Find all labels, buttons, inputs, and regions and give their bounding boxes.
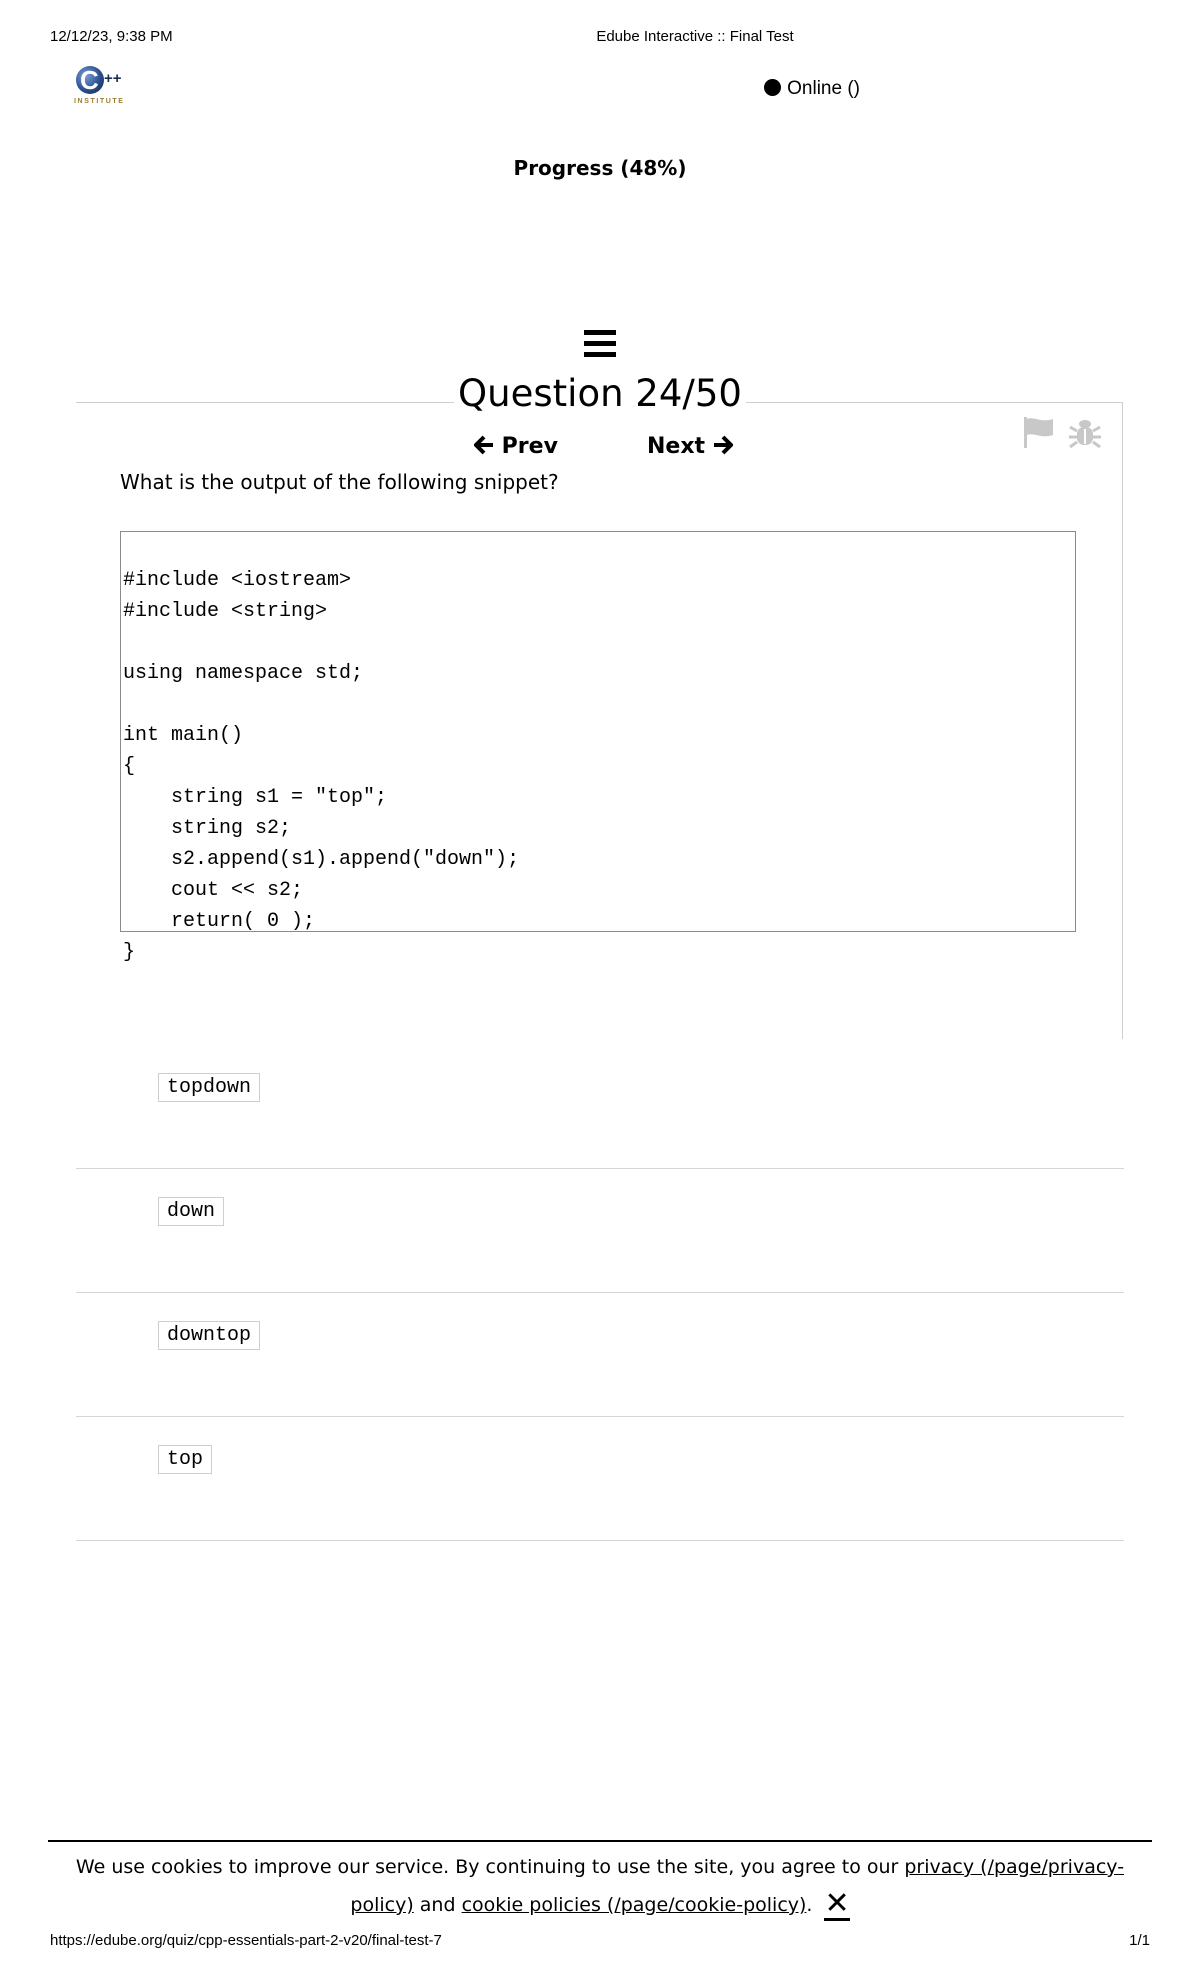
logo-plus-plus: ++ <box>104 70 122 87</box>
cookie-text-end: . <box>806 1894 813 1916</box>
code-line: s2.append(s1).append("down"); <box>123 848 520 871</box>
code-line: using namespace std; <box>123 662 364 685</box>
code-line: int main() <box>123 724 244 747</box>
status-dot-icon <box>764 79 781 96</box>
privacy-policy-link[interactable]: privacy (/page/privacy-policy) <box>350 1856 1125 1916</box>
answer-option[interactable] <box>76 1169 1124 1293</box>
next-label: Next <box>647 434 706 459</box>
answer-option[interactable] <box>76 1293 1124 1417</box>
hamburger-menu-icon[interactable] <box>584 330 616 358</box>
code-line: #include <iostream> <box>123 569 352 592</box>
answer-label: downtop <box>158 1321 260 1350</box>
logo-institute-text: INSTITUTE <box>74 98 125 105</box>
question-prompt: What is the output of the following snippet? <box>120 470 559 494</box>
code-line <box>123 627 1075 658</box>
print-url: https://edube.org/quiz/cpp-essentials-part-2-v20/final-test-7 <box>50 1932 442 1949</box>
cookie-text-and: and <box>413 1894 462 1916</box>
question-title <box>0 370 1200 418</box>
cookie-notice <box>60 1848 1140 1924</box>
cookie-policy-link[interactable]: cookie policies (/page/cookie-policy) <box>461 1894 807 1916</box>
answer-label: top <box>158 1445 212 1474</box>
status-label: Online () <box>787 78 860 99</box>
code-line: } <box>123 941 136 964</box>
code-snippet <box>120 531 1076 964</box>
online-status <box>764 78 860 100</box>
bug-report-icon[interactable] <box>1068 415 1102 449</box>
answer-label: topdown <box>158 1073 260 1102</box>
code-line: #include <string> <box>123 600 328 623</box>
cookie-bar-divider <box>48 1840 1152 1842</box>
question-title-text: Question 24/50 <box>454 372 746 415</box>
code-line <box>123 689 1075 720</box>
cookie-text: We use cookies to improve our service. By continuing to use the site, you agree to our <box>75 1856 905 1878</box>
code-line: string s1 = "top"; <box>123 786 388 809</box>
prev-button[interactable] <box>474 434 558 459</box>
print-datetime: 12/12/23, 9:38 PM <box>50 28 173 45</box>
code-line: { <box>123 755 136 778</box>
arrow-right-icon <box>713 435 733 455</box>
next-button[interactable] <box>647 434 733 459</box>
logo-letter: C <box>80 65 99 95</box>
answer-option[interactable] <box>76 1045 1124 1169</box>
print-page-title: Edube Interactive :: Final Test <box>596 28 794 45</box>
code-line: return( 0 ); <box>123 910 316 933</box>
code-line: cout << s2; <box>123 879 304 902</box>
answer-option[interactable] <box>76 1417 1124 1541</box>
answer-label: down <box>158 1197 224 1226</box>
cpp-institute-logo[interactable] <box>74 64 134 114</box>
arrow-left-icon <box>474 435 494 455</box>
prev-label: Prev <box>501 434 558 459</box>
print-page-number: 1/1 <box>1129 1932 1150 1949</box>
close-icon[interactable]: ✕ <box>824 1886 850 1921</box>
progress-label: Progress (48%) <box>513 156 687 180</box>
code-line: string s2; <box>123 817 292 840</box>
flag-icon[interactable] <box>1022 416 1056 448</box>
